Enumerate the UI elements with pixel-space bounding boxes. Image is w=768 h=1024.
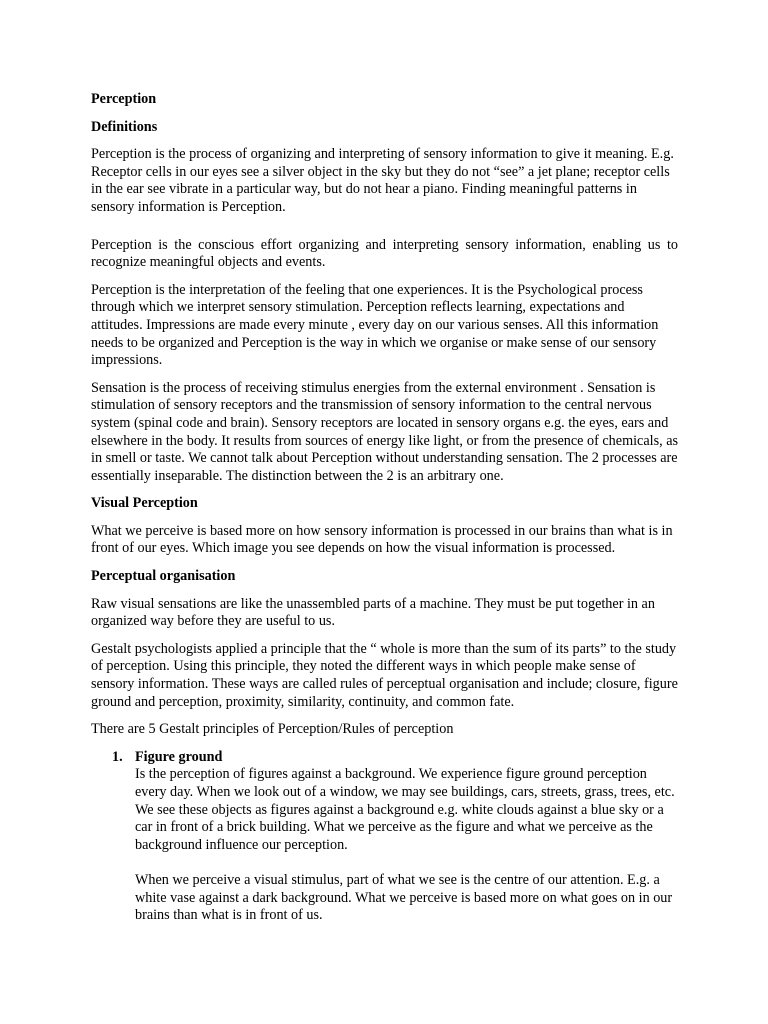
page-title: Perception	[91, 91, 157, 107]
visual-perception-paragraph: What we perceive is based more on how sensory information is processed in our brains than what is in front of our eyes. Which image you see depends on how the visual information is processed.	[91, 522, 673, 557]
definition-paragraph-1: Perception is the process of organizing and interpreting of sensory information to give it meaning. E.g. Receptor cells in our eyes see a silver object in the sky but they do not “see” a jet plane; receptor cells in the ear see vibrate in a particular way, but do not hear a piano. Finding meaningful patterns in sensory information is Perception.	[91, 146, 674, 215]
definition-paragraph-3: Perception is the interpretation of the feeling that one experiences. It is the Psychological process through which we interpret sensory stimulation. Perception reflects learning, expectations and attitudes. Impressions are made every minute , every day on our various senses. All this information needs to be organized and Perception is the way in which we organise or make sense of our sensory impressions.	[91, 281, 659, 369]
list-item-number: 1.	[112, 748, 123, 765]
list-item-title: Figure ground	[135, 748, 223, 765]
perceptual-organisation-heading: Perceptual organisation	[91, 568, 236, 585]
definition-paragraph-2: Perception is the conscious effort organizing and interpreting sensory information, enabling us to recognize meaningful objects and events.	[91, 236, 678, 271]
list-item	[91, 749, 678, 925]
list-item-text-1: Is the perception of figures against a background. We experience figure ground perception every day. When we look out of a window, we may see buildings, cars, streets, grass, trees, etc. We see these objects as figures against a background e.g. white clouds against a blue sky or a car in front of a brick building. What we perceive as the figure and what we perceive as the background influence our perception.	[135, 766, 675, 853]
sensation-paragraph: Sensation is the process of receiving stimulus energies from the external environment . Sensation is stimulation of sensory receptors and the transmission of sensory information to the central nervous system (spinal code and brain). Sensory receptors are located in sensory organs e.g. the eyes, ears and elsewhere in the body. It results from sources of energy like light, or from the presence of chemicals, as in smell or taste. We cannot talk about Perception without understanding sensation. The 2 processes are essentially inseparable. The distinction between the 2 is an arbitrary one.	[91, 379, 679, 484]
visual-perception-heading: Visual Perception	[91, 495, 198, 512]
gestalt-principles-list	[91, 749, 678, 925]
organisation-paragraph-1: Raw visual sensations are like the unassembled parts of a machine. They must be put together in an organized way before they are useful to us.	[91, 595, 655, 630]
organisation-paragraph-3: There are 5 Gestalt principles of Perception/Rules of perception	[91, 721, 454, 738]
list-item-text-2: When we perceive a visual stimulus, part of what we see is the centre of our attention. E.g. a white vase against a dark background. What we perceive is based more on what goes on in our brains than what is in front of us.	[135, 871, 673, 924]
definitions-heading: Definitions	[91, 118, 158, 135]
document-body	[91, 91, 678, 925]
organisation-paragraph-2: Gestalt psychologists applied a principle that the “ whole is more than the sum of its parts” to the study of perception. Using this principle, they noted the different ways in which people make sense of sensory information. These ways are called rules of perceptual organisation and include; closure, figure ground and perception, proximity, similarity, continuity, and common fate.	[91, 640, 678, 710]
list-item-spacer	[135, 854, 678, 872]
